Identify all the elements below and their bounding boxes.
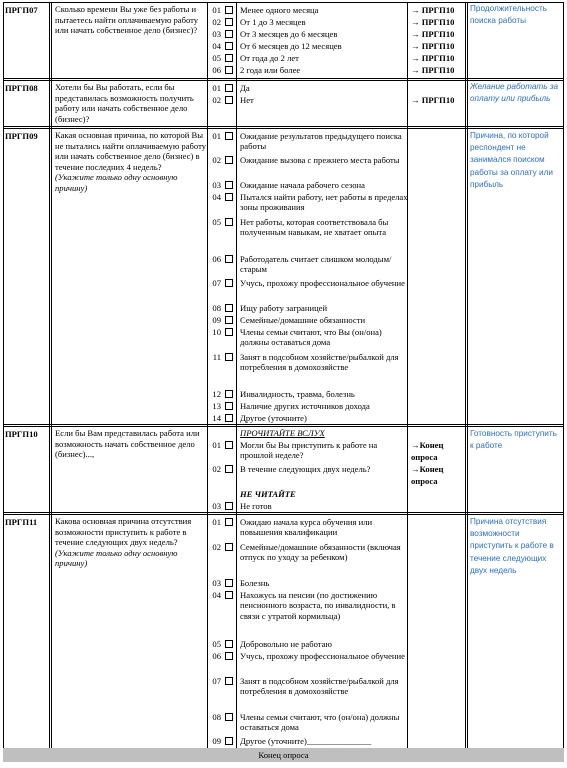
question-note: Готовность приступить к работе xyxy=(470,429,557,451)
option-code: 13 xyxy=(212,401,221,411)
option-checkbox[interactable] xyxy=(225,737,233,745)
option-code: 06 xyxy=(212,651,221,661)
option-code: 12 xyxy=(212,389,221,399)
rule xyxy=(465,2,466,748)
rule xyxy=(3,2,4,762)
question-id: ПРГП09 xyxy=(5,131,38,141)
option-label: Члены семьи считают, что Вы (он/она) должны оставаться дома xyxy=(240,327,382,348)
option-code: 01 xyxy=(212,131,221,141)
question-note: Желание работать за оплату или прибыль xyxy=(470,82,559,104)
option-label: Не готов xyxy=(240,501,272,511)
skip-target: ПРГП10 xyxy=(421,17,455,27)
arrow-icon: → xyxy=(411,95,420,105)
skip-instruction xyxy=(411,53,454,63)
question-text xyxy=(55,82,205,124)
option-code: 01 xyxy=(212,5,221,15)
option-label: Ищу работу заграницей xyxy=(240,303,328,313)
rule xyxy=(3,426,564,427)
arrow-icon: → xyxy=(411,29,420,39)
option-code: 05 xyxy=(212,639,221,649)
arrow-icon: → xyxy=(411,41,420,51)
question-hint: (Укажите только одну основную причину) xyxy=(55,172,178,193)
skip-instruction xyxy=(411,5,454,15)
option-code: 14 xyxy=(212,413,221,423)
option-code: 02 xyxy=(212,542,221,552)
rule xyxy=(3,512,564,513)
option-checkbox[interactable] xyxy=(225,677,233,685)
option-label: Ожидаю начала курса обучения или повышения квалификации xyxy=(240,517,373,538)
skip-target: Конец опроса xyxy=(411,440,444,462)
rule xyxy=(3,128,564,129)
option-label: Пытался найти работу, нет работы в пределах зоны проживания xyxy=(240,192,408,213)
option-code: 11 xyxy=(212,352,221,362)
option-code: 05 xyxy=(212,53,221,63)
option-code: 04 xyxy=(212,41,221,51)
option-label: Добровольно не работаю xyxy=(240,639,332,649)
question-text-main: Какая основная причина, по которой Вы не пытались найти оплачиваемую работу или начать собственное дело (бизнес) в течение последних 4 недель? xyxy=(55,130,207,172)
option-checkbox[interactable] xyxy=(225,713,233,721)
option-checkbox[interactable] xyxy=(225,304,233,312)
skip-instruction xyxy=(411,17,454,27)
skip-instruction xyxy=(411,95,454,105)
option-code: 06 xyxy=(212,254,221,264)
option-code: 08 xyxy=(212,712,221,722)
option-checkbox[interactable] xyxy=(225,193,233,201)
option-checkbox[interactable] xyxy=(225,66,233,74)
skip-instruction xyxy=(411,29,454,39)
option-code: 03 xyxy=(212,180,221,190)
questionnaire-sheet xyxy=(3,0,564,768)
question-id: ПРГП08 xyxy=(5,83,38,93)
option-label: От 1 до 3 месяцев xyxy=(240,17,306,27)
option-checkbox[interactable] xyxy=(225,402,233,410)
option-checkbox[interactable] xyxy=(225,132,233,140)
option-label: Ожидание результатов предыдущего поиска работы xyxy=(240,131,402,152)
option-label: Занят в подсобном хозяйстве/рыбалкой для потребления в домохозяйстве xyxy=(240,676,399,697)
option-checkbox[interactable] xyxy=(225,353,233,361)
arrow-icon: → xyxy=(411,17,420,27)
option-checkbox[interactable] xyxy=(225,579,233,587)
option-code: 03 xyxy=(212,578,221,588)
option-code: 09 xyxy=(212,736,221,746)
option-label: От 6 месяцев до 12 месяцев xyxy=(240,41,342,51)
option-checkbox[interactable] xyxy=(225,543,233,551)
option-label: Нет работы, которая соответствовала бы полученным навыкам, не хватает опыта xyxy=(240,217,389,238)
option-code: 04 xyxy=(212,192,221,202)
option-code: 01 xyxy=(212,517,221,527)
rule xyxy=(49,2,50,748)
question-note: Продолжительность поиска работы xyxy=(470,4,547,26)
option-checkbox[interactable] xyxy=(225,84,233,92)
option-label: Наличие других источников дохода xyxy=(240,401,370,411)
option-label: Менее одного месяца xyxy=(240,5,319,15)
arrow-icon: → xyxy=(411,5,420,15)
rule xyxy=(3,514,564,515)
option-checkbox[interactable] xyxy=(225,465,233,473)
question-text xyxy=(55,516,207,569)
rule xyxy=(407,2,408,748)
skip-target: ПРГП10 xyxy=(421,29,455,39)
option-code: 03 xyxy=(212,29,221,39)
option-checkbox[interactable] xyxy=(225,316,233,324)
skip-instruction xyxy=(411,41,454,51)
option-label: Другое (уточните) xyxy=(240,413,307,423)
rule xyxy=(51,2,52,748)
option-label: Ожидание вызова с прежнего места работы xyxy=(240,155,400,165)
option-code: 10 xyxy=(212,327,221,337)
question-note: Причина отсутствия возможности приступить к работе в течение следующих двух недель xyxy=(470,517,554,575)
end-of-survey-footer: Конец опроса xyxy=(3,748,564,762)
question-text xyxy=(55,130,207,194)
skip-instruction xyxy=(411,65,454,75)
question-text xyxy=(55,4,205,36)
option-label: В течение следующих двух недель? xyxy=(240,464,371,474)
option-code: 07 xyxy=(212,278,221,288)
option-label: Семейные/домашние обязанности xyxy=(240,315,366,325)
question-text-main: Какова основная причина отсутствия возможности приступить к работе в течение следующих двух недель? xyxy=(55,516,192,548)
option-label: Да xyxy=(240,83,250,93)
question-id: ПРГП11 xyxy=(5,517,38,527)
arrow-icon: → xyxy=(411,464,420,474)
skip-target: ПРГП10 xyxy=(421,41,455,51)
option-code: 02 xyxy=(212,464,221,474)
option-label: 2 года или более xyxy=(240,65,301,75)
option-label: Учусь, прохожу профессиональное обучение xyxy=(240,278,405,288)
question-text-main: Если бы Вам представилась работа или возможность начать собственное дело (бизнес)..., xyxy=(55,428,200,460)
rule xyxy=(236,2,237,748)
option-checkbox[interactable] xyxy=(225,255,233,263)
option-label: Работодатель считает слишком молодым/старым xyxy=(240,254,392,275)
skip-instruction xyxy=(411,464,465,487)
option-checkbox[interactable] xyxy=(225,181,233,189)
option-checkbox[interactable] xyxy=(225,18,233,26)
option-checkbox[interactable] xyxy=(225,218,233,226)
option-checkbox[interactable] xyxy=(225,96,233,104)
skip-target: ПРГП10 xyxy=(421,53,455,63)
option-checkbox[interactable] xyxy=(225,502,233,510)
option-label: Могли бы Вы приступить к работе на прошлой неделе? xyxy=(240,440,378,461)
option-code: 07 xyxy=(212,676,221,686)
question-text xyxy=(55,428,205,460)
skip-target: ПРГП10 xyxy=(421,65,455,75)
arrow-icon: → xyxy=(411,53,420,63)
rule xyxy=(563,2,564,762)
option-checkbox[interactable] xyxy=(225,54,233,62)
rule xyxy=(207,2,208,748)
option-code: 03 xyxy=(212,501,221,511)
option-code: 09 xyxy=(212,315,221,325)
option-code: 04 xyxy=(212,590,221,600)
rule xyxy=(3,424,564,425)
option-label: Ожидание начала рабочего сезона xyxy=(240,180,365,190)
option-checkbox[interactable] xyxy=(225,42,233,50)
option-checkbox[interactable] xyxy=(225,640,233,648)
option-label: Учусь, прохожу профессиональное обучение xyxy=(240,651,405,661)
option-label: Члены семьи считают, что (он/она) должны оставаться дома xyxy=(240,712,400,733)
option-code: 02 xyxy=(212,95,221,105)
skip-target: ПРГП10 xyxy=(421,95,455,105)
option-label: Нет xyxy=(240,95,254,105)
option-checkbox[interactable] xyxy=(225,30,233,38)
option-code: 02 xyxy=(212,155,221,165)
option-checkbox[interactable] xyxy=(225,414,233,422)
option-checkbox[interactable] xyxy=(225,441,233,449)
question-id: ПРГП10 xyxy=(5,429,38,439)
option-checkbox[interactable] xyxy=(225,518,233,526)
option-code: 01 xyxy=(212,83,221,93)
option-label: Семейные/домашние обязанности (включая отпуск по уходу за ребенком) xyxy=(240,542,401,563)
option-code: 08 xyxy=(212,303,221,313)
option-checkbox[interactable] xyxy=(225,328,233,336)
do-not-read-instruction: НЕ ЧИТАЙТЕ xyxy=(240,489,296,499)
option-checkbox[interactable] xyxy=(225,591,233,599)
option-checkbox[interactable] xyxy=(225,652,233,660)
rule xyxy=(3,126,564,127)
question-text-main: Сколько времени Вы уже без работы и пытаетесь найти оплачиваемую работу или начать собственное дело (бизнес)? xyxy=(55,4,199,36)
option-label: Занят в подсобном хозяйстве/рыбалкой для потребления в домохозяйстве xyxy=(240,352,399,373)
option-label: Нахожусь на пенсии (по достижению пенсионного возраста, по инвалидности, в связи с утратой кормильца) xyxy=(240,590,396,621)
option-checkbox[interactable] xyxy=(225,390,233,398)
option-label: От года до 2 лет xyxy=(240,53,299,63)
option-code: 06 xyxy=(212,65,221,75)
option-checkbox[interactable] xyxy=(225,156,233,164)
option-checkbox[interactable] xyxy=(225,279,233,287)
option-label: Инвалидность, травма, болезнь xyxy=(240,389,355,399)
skip-instruction xyxy=(411,440,465,463)
option-checkbox[interactable] xyxy=(225,6,233,14)
option-label: Болезнь xyxy=(240,578,270,588)
option-code: 05 xyxy=(212,217,221,227)
question-text-main: Хотели бы Вы работать, если бы представилась возможность получить работу или начать собственное дело (бизнес)? xyxy=(55,82,194,124)
rule xyxy=(3,78,564,79)
arrow-icon: → xyxy=(411,65,420,75)
question-note: Причина, по которой респондент не занимался поиском работы за оплату или прибыль xyxy=(470,131,553,189)
option-code: 01 xyxy=(212,440,221,450)
arrow-icon: → xyxy=(411,440,420,450)
rule xyxy=(467,2,468,748)
option-label: От 3 месяцев до 6 месяцев xyxy=(240,29,338,39)
skip-target: ПРГП10 xyxy=(421,5,455,15)
option-label: Другое (уточните)_______________ xyxy=(240,736,372,746)
skip-target: Конец опроса xyxy=(411,464,444,486)
question-hint: (Укажите только одну основную причину) xyxy=(55,547,178,569)
question-id: ПРГП07 xyxy=(5,5,38,15)
option-code: 02 xyxy=(212,17,221,27)
read-aloud-instruction: ПРОЧИТАЙТЕ ВСЛУХ xyxy=(240,428,325,438)
